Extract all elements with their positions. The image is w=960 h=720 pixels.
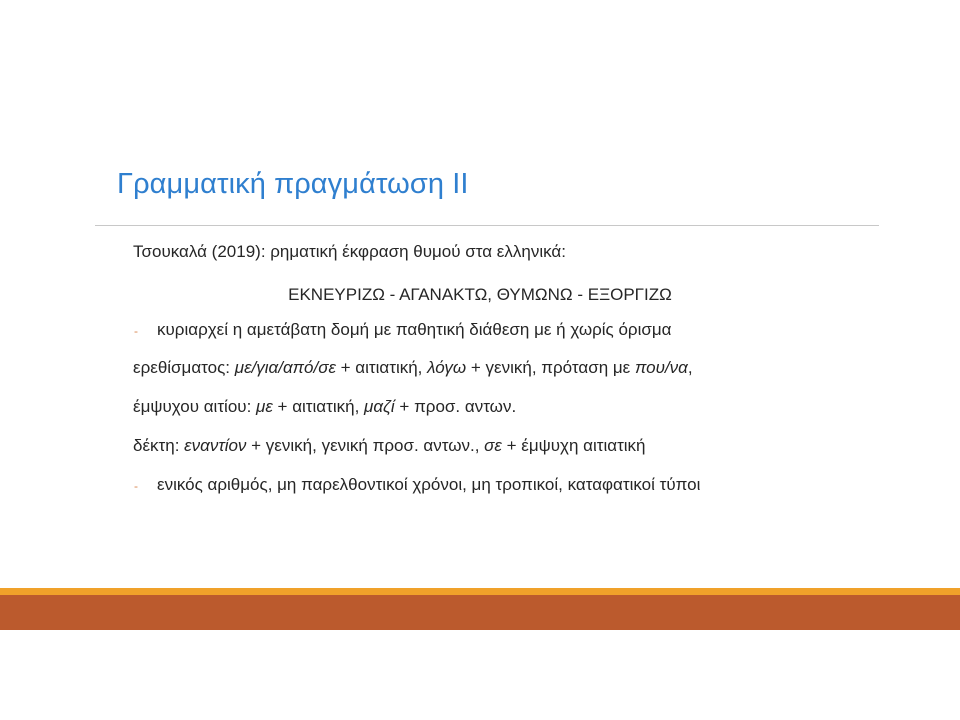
bullet-item-1: κυριαρχεί η αμετάβατη δομή με παθητική διάθεση με ή χωρίς όρισμα: [157, 320, 672, 339]
recipient-line: [133, 436, 646, 456]
cause-label: έμψυχου αιτίου:: [133, 397, 257, 416]
stimulus-text-2: + γενική, πρόταση με: [466, 358, 635, 377]
stimulus-prepositions: με/για/από/σε: [234, 358, 336, 377]
bullet-marker: -: [134, 479, 138, 493]
cause-text-2: + προσ. αντων.: [394, 397, 517, 416]
cause-mazi: μαζί: [364, 397, 395, 416]
bullet-marker: -: [134, 324, 138, 338]
verbs-line: ΕΚΝΕΥΡΙΖΩ - ΑΓΑΝΑΚΤΩ, ΘΥΜΩΝΩ - ΕΞΟΡΓΙΖΩ: [288, 285, 672, 304]
stimulus-comma: ,: [687, 358, 693, 377]
recipient-text-1: + γενική, γενική προσ. αντων.,: [246, 436, 485, 455]
cause-line: [133, 397, 516, 417]
recipient-enantion: εναντίον: [184, 436, 247, 455]
slide-title: Γραμματική πραγμάτωση ΙΙ: [117, 168, 469, 200]
footer-accent-rust: [0, 595, 960, 630]
title-divider: [95, 225, 879, 226]
stimulus-text-1: + αιτιατική,: [335, 358, 428, 377]
stimulus-line: [133, 358, 693, 378]
recipient-se: σε: [484, 436, 502, 455]
stimulus-label: ερεθίσματος:: [133, 358, 235, 377]
footer-accent-gold: [0, 588, 960, 595]
stimulus-complementizers: που/να: [634, 358, 688, 377]
bullet-item-2: ενικός αριθμός, μη παρελθοντικοί χρόνοι, μη τροπικοί, καταφατικοί τύποι: [157, 475, 701, 494]
stimulus-logo: λόγω: [427, 358, 467, 377]
cause-text-1: + αιτιατική,: [272, 397, 365, 416]
recipient-text-2: + έμψυχη αιτιατική: [501, 436, 646, 455]
recipient-label: δέκτη:: [133, 436, 185, 455]
intro-line: Τσουκαλά (2019): ρηματική έκφραση θυμού στα ελληνικά:: [133, 242, 566, 261]
cause-preposition: με: [256, 397, 273, 416]
